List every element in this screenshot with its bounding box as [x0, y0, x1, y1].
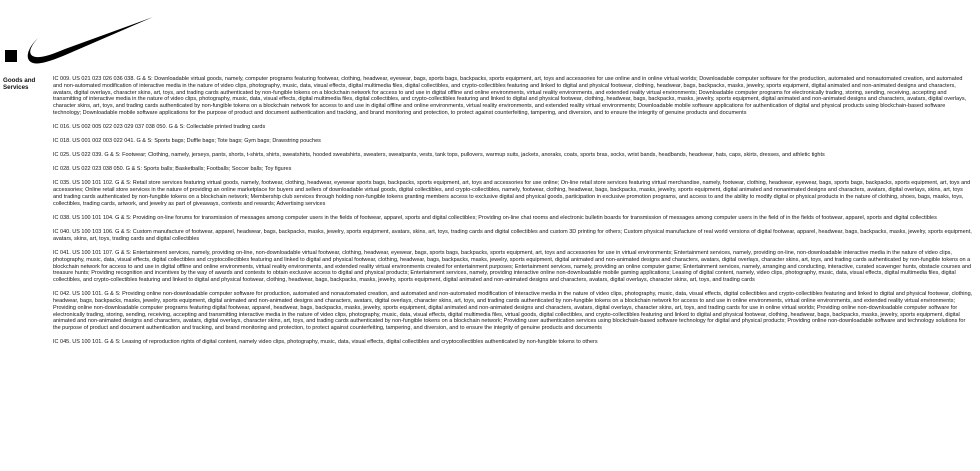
goods-and-services-label: Goods and Services	[3, 77, 36, 92]
class-entry-042: IC 042. US 100 101. G & S: Providing online non-downloadable computer software for production, automated and nonautomated creation, and automated and non-automated modification of interactive media in the nature of video clips, photography, music, data, visual effects, digital collectibles and crypto-collectibles featuring and linked to digital and physical footwear, clothing, headwear, bags, backpacks, masks, jewelry, sports equipment, digital animated and non-animated designs and characters, avatars, digital overlays, character skins, art, toys, and trading cards authenticated by non-fungible tokens on a blockchain network for access to and use in online environments, virtual online environments, and extended reality virtual environments; Providing online non-downloadable computer programs featuring digital footwear, apparel, headwear, bags, backpacks, masks, jewelry, sports equipment, digital animated and non-animated designs and characters, avatars, digital overlays, character skins, art, toys, and trading cards for use in online virtual worlds; Providing online non-downloadable computer software for electronically trading, storing, sending, receiving, accepting and transmitting interactive media in the nature of video clips, photography, music, data, visual effects, digital multimedia files, virtual goods, digital collectibles, and crypto-collectibles featuring and linked to digital and physical footwear, clothing, headwear, bags, backpacks, masks, jewelry, sports equipment, digital animated and non-animated designs and characters, avatars, digital overlays, character skins, art, toys, and trading cards authenticated by non-fungible tokens on a blockchain network; Providing user authentication services using blockchain-based software technology for digital and physical products; Providing online non-downloadable software and technology solutions for the purpose of product and document authentication and tracking, and brand monitoring and protection, to protect against counterfeiting, tampering, and diversion, and to ensure the integrity of genuine products and documents	[53, 291, 973, 332]
swoosh-logo-icon	[5, 14, 155, 72]
class-entry-035: IC 035. US 100 101 102. G & S: Retail store services featuring virtual goods, namely, footwear, clothing, headwear, eyewear sports bags, backpacks, sports equipment, art, toys and accessories for use online; On-line retail store services featuring virtual merchandise, namely, footwear, clothing, headwear, eyewear, bags, sports bags, backpacks, sports equipment, art, toys and accessories; Online retail store services in the nature of providing an online marketplace for buyers and sellers of downloadable virtual goods, digital collectibles, and crypto-collectibles, namely, footwear, clothing, headwear, bags, backpacks, masks, jewelry, sports equipment, digital animated and nonanimated designs and characters, avatars, digital overlays, skins, art, toys and trading cards authenticated by non-fungible tokens on a blockchain network; Membership club services through holding non-fungible tokens granting members access to exclusive digital and physical goods, participation in exclusive promotion programs, and access to and the ability to modify digital or physical products in the nature of clothing, shoes, bags, masks, toys, collectibles, trading cards, artwork, and jewelry as part of giveaways, contests and rewards; Advertising services	[53, 180, 971, 207]
class-entry-009: IC 009. US 021 023 026 036 038. G & S: Downloadable virtual goods, namely, computer programs featuring footwear, clothing, headwear, eyewear, bags, sports bags, backpacks, sports equipment, art, toys and accessories for use online and in online virtual worlds; Downloadable computer software for the production, automated and nonautomated creation, and automated and non-automated modification of interactive media in the nature of video clips, photography, music, data, visual effects, digital multimedia files, digital collectibles, and crypto-collectibles featuring and linked to digital and physical footwear, clothing, headwear, bags, backpacks, masks, jewelry, sports equipment, digital animated and non-animated designs and characters, avatars, digital overlays, character skins, art, toys, and trading cards authenticated by non-fungible tokens on a blockchain network for access to and use in digital offline and online environments, virtual reality environments, and extended reality virtual environments; Downloadable computer programs for electronically trading, storing, sending, receiving, accepting and transmitting of interactive media in the nature of video clips, photography, music, data, visual effects, digital multimedia files, digital collectibles, and crypto-collectibles featuring and linked to digital and physical footwear, clothing, headwear, bags, backpacks, masks, jewelry, sports equipment, digital animated and non-animated designs and characters, avatars, digital overlays, character skins, art, toys, and trading cards authenticated by non-fungible tokens on a blockchain network for access to and use in digital offline and online environments, virtual reality environments, and extended reality virtual environments; Downloadable mobile software applications for authentication of digital and physical products using blockchain-based software technology; Downloadable mobile software applications for the purpose of product and document authentication and tracking, and brand monitoring and protection, to protect against counterfeiting, tampering, and diversion, and to ensure the integrity of genuine products and documents	[53, 76, 967, 116]
class-entry-025: IC 025. US 022 039. G & S: Footwear; Clothing, namely, jerseys, pants, shorts, t-shirts, shirts, sweatshirts, hooded sweatshirts, sweaters, sweatpants, vests, tank tops, pullovers, warmup suits, jackets, anoraks, coats, sports bras, socks, wrist bands, headbands, headwear, hats, caps, skirts, dresses, and athletic tights	[53, 152, 825, 159]
logo-square-icon	[5, 50, 17, 62]
class-entry-038: IC 038. US 100 101 104. G & S: Providing on-line forums for transmission of messages among computer users in the fields of footwear, apparel, sports and digital collectibles; Providing on-line chat rooms and electronic bulletin boards for transmission of messages among computer users in the field of in the fields of footwear, apparel, sports and digital collectibles	[53, 214, 937, 221]
class-entry-018: IC 018. US 001 002 003 022 041. G & S: Sports bags; Duffle bags; Tote bags; Gym bags; Drawstring pouches	[53, 138, 321, 145]
swoosh-icon	[28, 17, 153, 63]
class-entry-045: IC 045. US 100 101. G & S: Leasing of reproduction rights of digital content, namely video clips, photography, music, data, visual effects, digital collectibles and cryptocollectibles authenticated by non-fungible tokens to others	[53, 339, 598, 346]
class-entry-016: IC 016. US 002 005 022 023 029 037 038 050. G & S: Collectable printed trading cards	[53, 124, 266, 131]
class-entry-041: IC 041. US 100 101 107. G & S: Entertainment services, namely, providing on-line, non-downloadable virtual footwear, clothing, headwear, eyewear, bags, sports bags, backpacks, sports equipment, art, toys and accessories for use in virtual environments; Entertainment services, namely, providing on-line, non-downloadable interactive media in the nature of video clips, photography, music, data, visual effects, digital collectibles and cryptocollectibles featuring and linked to digital and physical footwear, clothing, headwear, bags, backpacks, masks, jewelry, sports equipment, digital animated and non-animated designs and characters, avatars, digital overlays, character skins, art, toys, and trading cards authenticated by non-fungible tokens on a blockchain network for access to and use in digital offline and online environments, virtual reality environments, and extended reality virtual environments created for entertainment purposes; Entertainment services, namely, providing an online computer game; Entertainment services, namely, arranging and conducting, interactive, curated scavenger hunts, obstacle courses and treasure hunts; Providing recognition and incentives by the way of awards and contests to obtain exclusive access to digital and physical products; Entertainment services, namely, providing interactive online non-downloadable mobile gaming applications; Leasing of digital content, namely, video clips, photography, music, data, visual effects, digital multimedia files, digital collectibles, and crypto-collectibles featuring and linked to digital and physical footwear, clothing, headwear, bags, backpacks, masks, jewelry, sports equipment, digital animated and non-animated designs and characters, avatars, digital overlays, character skins, art, toys, and trading cards	[53, 249, 972, 284]
class-entry-028: IC 028. US 022 023 038 050. G & S: Sports balls; Basketballs; Footballs; Soccer balls; Toy figures	[53, 166, 292, 173]
class-list	[53, 76, 973, 353]
class-entry-040: IC 040. US 100 103 106. G & S: Custom manufacture of footwear, apparel, headwear, bags, backpacks, masks, jewelry, sports equipment, avatars, skins, art, toys, trading cards and digital collectibles and custom 3D printing for others; Custom physical manufacture of real world versions of digital footwear, apparel, headwear, bags, backpacks, masks, jewelry, sports equipment, avatars, skins, art, toys, trading cards and digital collectibles	[53, 229, 972, 242]
